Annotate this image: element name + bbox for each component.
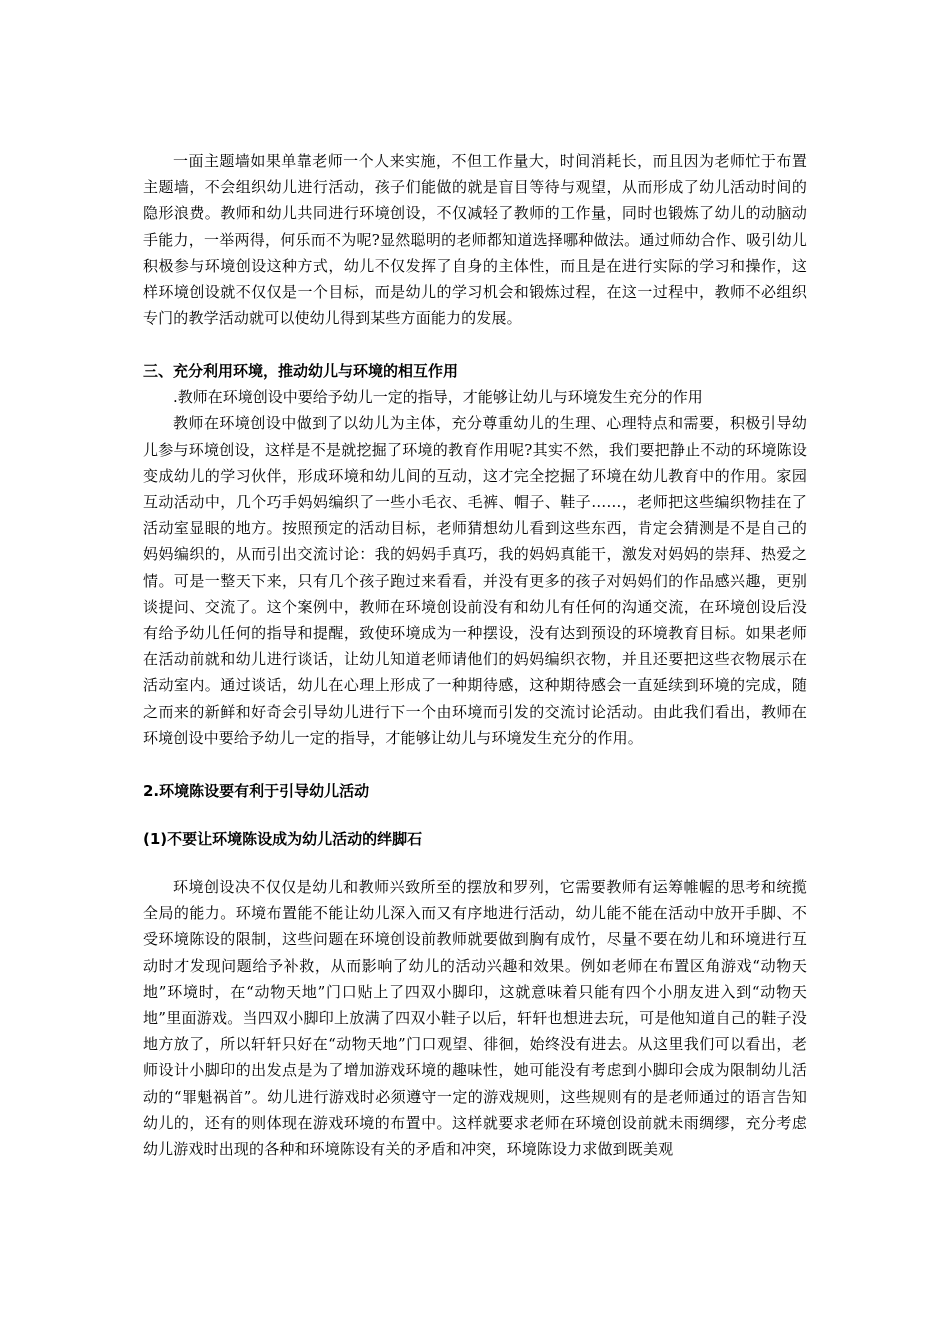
document-page [143, 148, 807, 1162]
body-paragraph: 环境创设决不仅仅是幼儿和教师兴致所至的摆放和罗列，它需要教师有运筹帷幄的思考和统揽全局的能力。环境布置能不能让幼儿深入而又有序地进行活动，幼儿能不能在活动中放开手脚、不受环境陈设的限制，这些问题在环境创设前教师就要做到胸有成竹，尽量不要在幼儿和环境进行互动时才发现问题给予补救，从而影响了幼儿的活动兴趣和效果。例如老师在布置区角游戏“动物天地”环境时，在“动物天地”门口贴上了四双小脚印，这就意味着只能有四个小朋友进入到“动物天地”里面游戏。当四双小脚印上放满了四双小鞋子以后，轩轩也想进去玩，可是他知道自己的鞋子没地方放了，所以轩轩只好在“动物天地”门口观望、徘徊，始终没有进去。从这里我们可以看出，老师设计小脚印的出发点是为了增加游戏环境的趣味性，她可能没有考虑到小脚印会成为限制幼儿活动的“罪魁祸首”。幼儿进行游戏时必须遵守一定的游戏规则，这些规则有的是老师通过的语言告知幼儿的，还有的则体现在游戏环境的布置中。这样就要求老师在环境创设前就未雨绸缪，充分考虑幼儿游戏时出现的各种和环境陈设有关的矛盾和冲突，环境陈设力求做到既美观 [143, 878, 807, 1159]
subsection-heading: 2.环境陈设要有利于引导幼儿活动 [143, 782, 370, 801]
body-paragraph: 教师在环境创设中做到了以幼儿为主体，充分尊重幼儿的生理、心理特点和需要，积极引导幼儿参与环境创设，这样是不是就挖掘了环境的教育作用呢?其实不然，我们要把静止不动的环境陈设变成幼儿的学习伙伴，形成环境和幼儿间的互动，这才完全挖掘了环境在幼儿教育中的作用。家园互动活动中，几个巧手妈妈编织了一些小毛衣、毛裤、帽子、鞋子……，老师把这些编织物挂在了活动室显眼的地方。按照预定的活动目标，老师猜想幼儿看到这些东西，肯定会猜测是不是自己的妈妈编织的，从而引出交流讨论：我的妈妈手真巧，我的妈妈真能干，激发对妈妈的崇拜、热爱之情。可是一整天下来，只有几个孩子跑过来看看，并没有更多的孩子对妈妈们的作品感兴趣，更别谈提问、交流了。这个案例中，教师在环境创设前没有和幼儿有任何的沟通交流，在环境创设后没有给予幼儿任何的指导和提醒，致使环境成为一种摆设，没有达到预设的环境教育目标。如果老师在活动前就和幼儿进行谈话，让幼儿知道老师请他们的妈妈编织衣物，并且还要把这些衣物展示在活动室内。通过谈话，幼儿在心理上形成了一种期待感，这种期待感会一直延续到环境的完成，随之而来的新鲜和好奇会引导幼儿进行下一个由环境而引发的交流讨论活动。由此我们看出，教师在环境创设中要给予幼儿一定的指导，才能够让幼儿与环境发生充分的作用。 [143, 414, 807, 747]
subsection-heading: .教师在环境创设中要给予幼儿一定的指导，才能够让幼儿与环境发生充分的作用 [173, 388, 703, 407]
subsection-heading: (1)不要让环境陈设成为幼儿活动的绊脚石 [143, 830, 423, 849]
section-heading: 三、充分利用环境，推动幼儿与环境的相互作用 [143, 362, 459, 381]
body-paragraph: 一面主题墙如果单靠老师一个人来实施，不但工作量大，时间消耗长，而且因为老师忙于布置主题墙，不会组织幼儿进行活动，孩子们能做的就是盲目等待与观望，从而形成了幼儿活动时间的隐形浪费。教师和幼儿共同进行环境创设，不仅减轻了教师的工作量，同时也锻炼了幼儿的动脑动手能力，一举两得，何乐而不为呢?显然聪明的老师都知道选择哪种做法。通过师幼合作、吸引幼儿积极参与环境创设这种方式，幼儿不仅发挥了自身的主体性，而且是在进行实际的学习和操作，这样环境创设就不仅仅是一个目标，而是幼儿的学习机会和锻炼过程，在这一过程中，教师不必组织专门的教学活动就可以使幼儿得到某些方面能力的发展。 [143, 152, 807, 328]
